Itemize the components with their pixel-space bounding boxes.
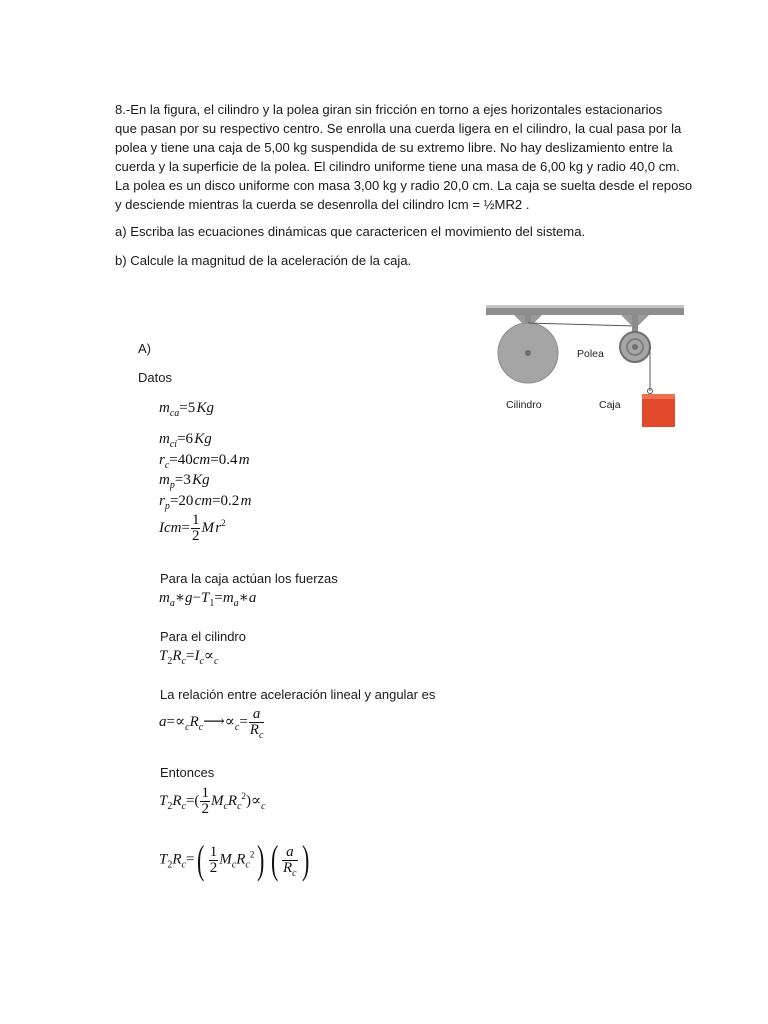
problem-line: que pasan por su respectivo centro. Se enrolla una cuerda ligera en el cilindro, la cual pasa por la	[115, 121, 682, 136]
caja-label: Caja	[599, 399, 621, 411]
eq-mass-pulley: $m_p=3$ Kg	[159, 472, 210, 491]
section-a-heading: A)	[138, 341, 151, 356]
relacion-label: La relación entre aceleración lineal y angular es	[160, 687, 436, 702]
polea-label: Polea	[577, 348, 604, 360]
pulley-diagram	[486, 303, 684, 431]
cilindro-label: Cilindro	[506, 399, 542, 411]
problem-line: 8.-En la figura, el cilindro y la polea giran sin fricción en torno a ejes horizontales estacionarios	[115, 102, 663, 117]
pulley-figure	[486, 303, 684, 431]
rope-horizontal	[528, 323, 635, 326]
datos-heading: Datos	[138, 370, 172, 385]
pulley-axle	[632, 344, 638, 350]
cylinder-axle	[525, 350, 531, 356]
caja-forces-label: Para la caja actúan los fuerzas	[160, 571, 338, 586]
problem-line: La polea es un disco uniforme con masa 3,00 kg y radio 20,0 cm. La caja se suelta desde el reposo	[115, 178, 693, 193]
eq-inertia: Icm= $\frac{1}{2}$ M $r^2$	[159, 512, 226, 544]
eq-mass-box: $m_{ca}=5$ Kg	[159, 400, 215, 419]
problem-line: polea y tiene una caja de 5,00 kg suspendida de su extremo libre. No hay deslizamiento entre la	[115, 140, 673, 155]
eq-mass-cylinder: $m_{ci}=6$ Kg	[159, 431, 212, 450]
problem-statement	[115, 100, 693, 214]
problem-line: y desciende mientras la cuerda se desenrolla del cilindro Icm = ½MR2 .	[115, 197, 530, 212]
eq-radius-cylinder: $r_c=40cm=0.4$ m	[159, 452, 250, 471]
eq-box-dynamics: $m_a∗g-T_1=m_a∗a$	[159, 590, 257, 609]
eq-substitution-1: $T_2R_c=$( $\frac{1}{2}$ $M_cR_c^2)\propto_c$	[159, 785, 266, 817]
eq-linear-angular: $a=\propto_cR_c⟶\propto_c=$ $\frac{a}{R_c}$	[159, 706, 264, 741]
eq-cylinder-torque: $T_2R_c=I_c\propto_c$	[159, 648, 219, 667]
question-a: a) Escriba las ecuaciones dinámicas que caractericen el movimiento del sistema.	[115, 224, 586, 239]
eq-radius-pulley: $r_p=20$ cm=0.2 m	[159, 493, 252, 512]
problem-line: cuerda y la superficie de la polea. El cilindro uniforme tiene una masa de 6,00 kg y radio 40,0 cm.	[115, 159, 680, 174]
cilindro-label-text: Para el cilindro	[160, 629, 246, 644]
eq-substitution-2: $T_2R_c=$( $\frac{1}{2}$ $M_cR_c^2$) ( $\frac{a}{R_c}$ )	[159, 837, 309, 882]
entonces-label: Entonces	[160, 765, 215, 780]
question-b: b) Calcule la magnitud de la aceleración de la caja.	[115, 253, 412, 268]
